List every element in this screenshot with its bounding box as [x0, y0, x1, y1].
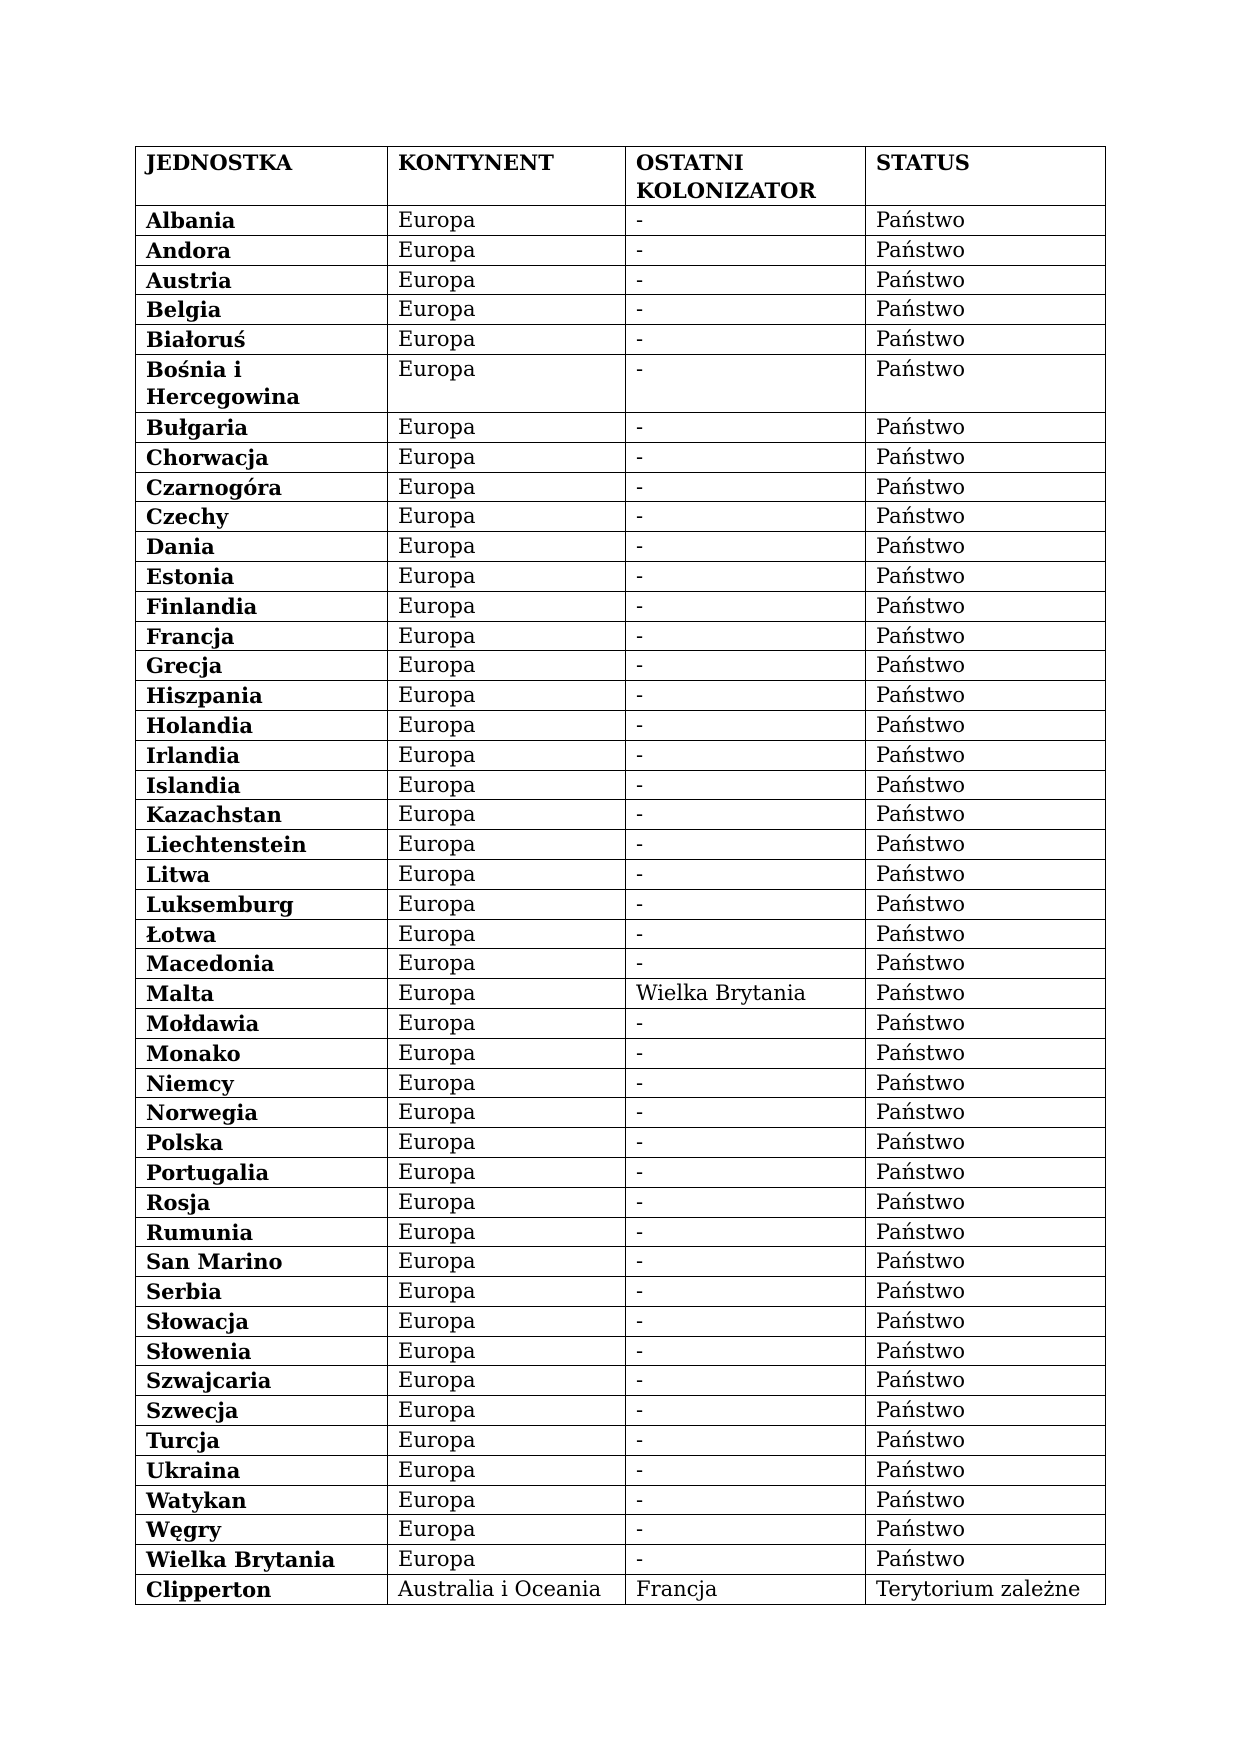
header-ostatni-kolonizator: OSTATNI KOLONIZATOR: [626, 147, 866, 206]
table-row: [136, 979, 1106, 1009]
cell-kontynent: Europa: [388, 591, 626, 621]
cell-status: Państwo: [866, 1217, 1106, 1247]
cell-kontynent: Europa: [388, 561, 626, 591]
cell-jednostka: Niemcy: [136, 1068, 388, 1098]
cell-ostatni-kolonizator: -: [626, 532, 866, 562]
table-header: [136, 147, 1106, 206]
cell-ostatni-kolonizator: -: [626, 1247, 866, 1277]
header-kontynent: KONTYNENT: [388, 147, 626, 206]
cell-status: Państwo: [866, 206, 1106, 236]
cell-ostatni-kolonizator: -: [626, 1545, 866, 1575]
table-row: [136, 1187, 1106, 1217]
cell-kontynent: Europa: [388, 1187, 626, 1217]
table-row: [136, 265, 1106, 295]
cell-status: Państwo: [866, 442, 1106, 472]
cell-kontynent: Europa: [388, 919, 626, 949]
cell-ostatni-kolonizator: -: [626, 206, 866, 236]
cell-ostatni-kolonizator: -: [626, 770, 866, 800]
cell-jednostka: Bośnia i Hercegowina: [136, 354, 388, 412]
cell-kontynent: Europa: [388, 859, 626, 889]
cell-ostatni-kolonizator: -: [626, 889, 866, 919]
table-row: [136, 830, 1106, 860]
cell-jednostka: Belgia: [136, 295, 388, 325]
cell-jednostka: Grecja: [136, 651, 388, 681]
table-row: [136, 1277, 1106, 1307]
cell-kontynent: Europa: [388, 1068, 626, 1098]
cell-ostatni-kolonizator: -: [626, 1187, 866, 1217]
table-row: [136, 295, 1106, 325]
cell-jednostka: Serbia: [136, 1277, 388, 1307]
cell-jednostka: Norwegia: [136, 1098, 388, 1128]
table-row: [136, 1515, 1106, 1545]
cell-jednostka: Watykan: [136, 1485, 388, 1515]
cell-jednostka: Finlandia: [136, 591, 388, 621]
cell-jednostka: Turcja: [136, 1426, 388, 1456]
cell-status: Państwo: [866, 265, 1106, 295]
table-row: [136, 502, 1106, 532]
cell-ostatni-kolonizator: -: [626, 1426, 866, 1456]
cell-status: Państwo: [866, 770, 1106, 800]
cell-kontynent: Europa: [388, 1217, 626, 1247]
cell-jednostka: Szwajcaria: [136, 1366, 388, 1396]
table-row: [136, 472, 1106, 502]
table-row: [136, 206, 1106, 236]
cell-ostatni-kolonizator: -: [626, 1008, 866, 1038]
table-row: [136, 412, 1106, 442]
cell-ostatni-kolonizator: -: [626, 325, 866, 355]
cell-kontynent: Europa: [388, 1366, 626, 1396]
cell-status: Państwo: [866, 1277, 1106, 1307]
cell-jednostka: Chorwacja: [136, 442, 388, 472]
cell-status: Państwo: [866, 472, 1106, 502]
cell-status: Państwo: [866, 1485, 1106, 1515]
table-row: [136, 1306, 1106, 1336]
cell-status: Państwo: [866, 502, 1106, 532]
cell-jednostka: Monako: [136, 1038, 388, 1068]
cell-kontynent: Australia i Oceania: [388, 1575, 626, 1605]
table-row: [136, 651, 1106, 681]
table-row: [136, 949, 1106, 979]
cell-status: Państwo: [866, 295, 1106, 325]
cell-kontynent: Europa: [388, 354, 626, 412]
cell-jednostka: Luksemburg: [136, 889, 388, 919]
cell-status: Państwo: [866, 412, 1106, 442]
cell-kontynent: Europa: [388, 949, 626, 979]
cell-status: Państwo: [866, 1336, 1106, 1366]
cell-ostatni-kolonizator: -: [626, 412, 866, 442]
cell-kontynent: Europa: [388, 502, 626, 532]
cell-status: Państwo: [866, 532, 1106, 562]
cell-jednostka: Polska: [136, 1128, 388, 1158]
table-row: [136, 354, 1106, 412]
cell-kontynent: Europa: [388, 1485, 626, 1515]
table-row: [136, 325, 1106, 355]
cell-ostatni-kolonizator: -: [626, 265, 866, 295]
table-row: [136, 1247, 1106, 1277]
cell-kontynent: Europa: [388, 1455, 626, 1485]
cell-kontynent: Europa: [388, 1336, 626, 1366]
cell-status: Państwo: [866, 681, 1106, 711]
cell-ostatni-kolonizator: -: [626, 502, 866, 532]
table-row: [136, 1485, 1106, 1515]
cell-status: Państwo: [866, 1128, 1106, 1158]
cell-jednostka: Francja: [136, 621, 388, 651]
cell-jednostka: Rumunia: [136, 1217, 388, 1247]
cell-status: Państwo: [866, 235, 1106, 265]
cell-kontynent: Europa: [388, 1545, 626, 1575]
table-row: [136, 800, 1106, 830]
cell-jednostka: Słowacja: [136, 1306, 388, 1336]
cell-kontynent: Europa: [388, 265, 626, 295]
cell-kontynent: Europa: [388, 800, 626, 830]
cell-jednostka: Portugalia: [136, 1157, 388, 1187]
cell-status: Państwo: [866, 830, 1106, 860]
cell-jednostka: Ukraina: [136, 1455, 388, 1485]
cell-kontynent: Europa: [388, 710, 626, 740]
table-row: [136, 1217, 1106, 1247]
cell-jednostka: San Marino: [136, 1247, 388, 1277]
cell-kontynent: Europa: [388, 889, 626, 919]
cell-ostatni-kolonizator: -: [626, 830, 866, 860]
cell-status: Państwo: [866, 561, 1106, 591]
cell-status: Państwo: [866, 859, 1106, 889]
cell-ostatni-kolonizator: -: [626, 1157, 866, 1187]
cell-kontynent: Europa: [388, 1157, 626, 1187]
cell-ostatni-kolonizator: -: [626, 1128, 866, 1158]
table-row: [136, 561, 1106, 591]
cell-kontynent: Europa: [388, 1515, 626, 1545]
cell-status: Państwo: [866, 710, 1106, 740]
cell-jednostka: Albania: [136, 206, 388, 236]
cell-kontynent: Europa: [388, 770, 626, 800]
table-row: [136, 1575, 1106, 1605]
header-row: [136, 147, 1106, 206]
cell-jednostka: Wielka Brytania: [136, 1545, 388, 1575]
table-row: [136, 532, 1106, 562]
cell-ostatni-kolonizator: -: [626, 235, 866, 265]
cell-jednostka: Macedonia: [136, 949, 388, 979]
cell-status: Terytorium zależne: [866, 1575, 1106, 1605]
cell-jednostka: Malta: [136, 979, 388, 1009]
cell-status: Państwo: [866, 1396, 1106, 1426]
cell-ostatni-kolonizator: -: [626, 295, 866, 325]
table-body: [136, 206, 1106, 1605]
table-row: [136, 1545, 1106, 1575]
table-row: [136, 442, 1106, 472]
cell-kontynent: Europa: [388, 1038, 626, 1068]
cell-jednostka: Estonia: [136, 561, 388, 591]
cell-jednostka: Litwa: [136, 859, 388, 889]
cell-status: Państwo: [866, 1455, 1106, 1485]
cell-status: Państwo: [866, 1515, 1106, 1545]
table-row: [136, 1366, 1106, 1396]
cell-kontynent: Europa: [388, 442, 626, 472]
cell-status: Państwo: [866, 1306, 1106, 1336]
cell-kontynent: Europa: [388, 412, 626, 442]
cell-ostatni-kolonizator: -: [626, 1217, 866, 1247]
table-row: [136, 740, 1106, 770]
table-row: [136, 621, 1106, 651]
cell-status: Państwo: [866, 1247, 1106, 1277]
cell-ostatni-kolonizator: -: [626, 1336, 866, 1366]
table-row: [136, 681, 1106, 711]
table-row: [136, 1426, 1106, 1456]
table-row: [136, 1068, 1106, 1098]
cell-ostatni-kolonizator: -: [626, 1277, 866, 1307]
cell-status: Państwo: [866, 1038, 1106, 1068]
cell-jednostka: Clipperton: [136, 1575, 388, 1605]
cell-status: Państwo: [866, 325, 1106, 355]
cell-jednostka: Holandia: [136, 710, 388, 740]
cell-ostatni-kolonizator: -: [626, 354, 866, 412]
header-jednostka: JEDNOSTKA: [136, 147, 388, 206]
cell-kontynent: Europa: [388, 1426, 626, 1456]
table-row: [136, 889, 1106, 919]
cell-status: Państwo: [866, 621, 1106, 651]
cell-status: Państwo: [866, 1157, 1106, 1187]
table-row: [136, 1455, 1106, 1485]
cell-status: Państwo: [866, 1187, 1106, 1217]
cell-ostatni-kolonizator: -: [626, 919, 866, 949]
cell-kontynent: Europa: [388, 235, 626, 265]
cell-ostatni-kolonizator: -: [626, 1306, 866, 1336]
cell-ostatni-kolonizator: -: [626, 472, 866, 502]
cell-kontynent: Europa: [388, 532, 626, 562]
table-row: [136, 591, 1106, 621]
cell-status: Państwo: [866, 979, 1106, 1009]
cell-ostatni-kolonizator: -: [626, 442, 866, 472]
cell-ostatni-kolonizator: -: [626, 561, 866, 591]
cell-jednostka: Łotwa: [136, 919, 388, 949]
cell-jednostka: Liechtenstein: [136, 830, 388, 860]
cell-status: Państwo: [866, 1068, 1106, 1098]
table-row: [136, 859, 1106, 889]
table-row: [136, 710, 1106, 740]
cell-ostatni-kolonizator: -: [626, 1098, 866, 1128]
cell-ostatni-kolonizator: -: [626, 800, 866, 830]
cell-jednostka: Rosja: [136, 1187, 388, 1217]
cell-kontynent: Europa: [388, 206, 626, 236]
cell-ostatni-kolonizator: -: [626, 591, 866, 621]
cell-ostatni-kolonizator: -: [626, 651, 866, 681]
cell-ostatni-kolonizator: -: [626, 1068, 866, 1098]
table-row: [136, 1396, 1106, 1426]
cell-status: Państwo: [866, 1098, 1106, 1128]
cell-ostatni-kolonizator: -: [626, 710, 866, 740]
cell-ostatni-kolonizator: Wielka Brytania: [626, 979, 866, 1009]
cell-jednostka: Dania: [136, 532, 388, 562]
cell-kontynent: Europa: [388, 621, 626, 651]
cell-status: Państwo: [866, 1426, 1106, 1456]
table-row: [136, 1157, 1106, 1187]
cell-kontynent: Europa: [388, 830, 626, 860]
cell-jednostka: Kazachstan: [136, 800, 388, 830]
table-row: [136, 919, 1106, 949]
cell-ostatni-kolonizator: -: [626, 1515, 866, 1545]
cell-status: Państwo: [866, 651, 1106, 681]
header-status: STATUS: [866, 147, 1106, 206]
cell-jednostka: Austria: [136, 265, 388, 295]
table-row: [136, 235, 1106, 265]
cell-jednostka: Czechy: [136, 502, 388, 532]
cell-status: Państwo: [866, 1366, 1106, 1396]
cell-kontynent: Europa: [388, 1128, 626, 1158]
cell-kontynent: Europa: [388, 681, 626, 711]
cell-kontynent: Europa: [388, 740, 626, 770]
cell-status: Państwo: [866, 354, 1106, 412]
cell-ostatni-kolonizator: -: [626, 1396, 866, 1426]
cell-ostatni-kolonizator: -: [626, 1455, 866, 1485]
cell-jednostka: Węgry: [136, 1515, 388, 1545]
cell-jednostka: Białoruś: [136, 325, 388, 355]
cell-jednostka: Szwecja: [136, 1396, 388, 1426]
cell-ostatni-kolonizator: -: [626, 1366, 866, 1396]
cell-status: Państwo: [866, 1545, 1106, 1575]
cell-ostatni-kolonizator: -: [626, 621, 866, 651]
cell-kontynent: Europa: [388, 651, 626, 681]
table-row: [136, 1008, 1106, 1038]
cell-status: Państwo: [866, 1008, 1106, 1038]
cell-jednostka: Mołdawia: [136, 1008, 388, 1038]
table-row: [136, 1098, 1106, 1128]
cell-ostatni-kolonizator: -: [626, 681, 866, 711]
cell-ostatni-kolonizator: -: [626, 740, 866, 770]
cell-ostatni-kolonizator: -: [626, 1485, 866, 1515]
cell-ostatni-kolonizator: Francja: [626, 1575, 866, 1605]
table-row: [136, 770, 1106, 800]
cell-jednostka: Andora: [136, 235, 388, 265]
cell-ostatni-kolonizator: -: [626, 949, 866, 979]
cell-ostatni-kolonizator: -: [626, 1038, 866, 1068]
cell-jednostka: Czarnogóra: [136, 472, 388, 502]
cell-status: Państwo: [866, 740, 1106, 770]
cell-jednostka: Bułgaria: [136, 412, 388, 442]
cell-kontynent: Europa: [388, 325, 626, 355]
cell-kontynent: Europa: [388, 295, 626, 325]
cell-kontynent: Europa: [388, 1098, 626, 1128]
cell-jednostka: Islandia: [136, 770, 388, 800]
cell-jednostka: Irlandia: [136, 740, 388, 770]
table-row: [136, 1038, 1106, 1068]
cell-jednostka: Hiszpania: [136, 681, 388, 711]
cell-kontynent: Europa: [388, 979, 626, 1009]
cell-kontynent: Europa: [388, 1306, 626, 1336]
cell-kontynent: Europa: [388, 1277, 626, 1307]
cell-jednostka: Słowenia: [136, 1336, 388, 1366]
cell-status: Państwo: [866, 889, 1106, 919]
cell-kontynent: Europa: [388, 1247, 626, 1277]
cell-kontynent: Europa: [388, 472, 626, 502]
cell-status: Państwo: [866, 949, 1106, 979]
cell-ostatni-kolonizator: -: [626, 859, 866, 889]
cell-kontynent: Europa: [388, 1396, 626, 1426]
colonization-table: [135, 146, 1106, 1605]
cell-status: Państwo: [866, 800, 1106, 830]
cell-kontynent: Europa: [388, 1008, 626, 1038]
table-row: [136, 1336, 1106, 1366]
table-row: [136, 1128, 1106, 1158]
cell-status: Państwo: [866, 919, 1106, 949]
cell-status: Państwo: [866, 591, 1106, 621]
